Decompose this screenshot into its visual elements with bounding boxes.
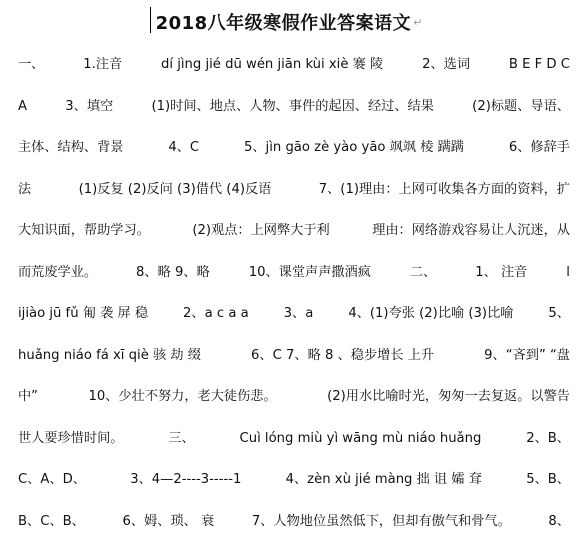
text-segment: (1)时间、地点、人物、事件的起因、经过、结果 — [151, 86, 433, 128]
text-segment: 3、4—2----3-----1 — [130, 459, 241, 501]
document-body — [0, 44, 578, 542]
text-line — [18, 252, 570, 294]
text-segment: 7、(1)理由：上网可收集各方面的资料，扩 — [319, 169, 570, 211]
text-segment: 6、修辞手 — [509, 127, 570, 169]
text-segment: 4、C — [168, 127, 199, 169]
text-segment: 一、 — [18, 44, 44, 86]
paragraph-mark-icon: ↵ — [413, 16, 422, 29]
title-row — [0, 0, 578, 44]
text-segment: 三、 — [168, 418, 194, 460]
text-segment: 10、少壮不努力，老大徒伤悲。 — [88, 376, 276, 418]
text-segment: (2)标题、导语、 — [472, 86, 570, 128]
text-segment: 世人要珍惜时间。 — [18, 418, 124, 460]
text-segment: 主体、结构、背景 — [18, 127, 124, 169]
text-segment: 6、C 7、略 8 、稳步增长 上升 — [251, 335, 434, 377]
text-line — [18, 376, 570, 418]
text-line — [18, 86, 570, 128]
text-line — [18, 418, 570, 460]
text-segment: 7、人物地位虽然低下，但却有傲气和骨气。 — [252, 501, 511, 542]
text-segment: dí jìng jié dū wén jiān kùi xiè 褰 陵 — [161, 44, 383, 86]
text-line — [18, 459, 570, 501]
text-segment: 5、 — [548, 293, 570, 335]
text-segment: 10、课堂声声撒酒疯 — [249, 252, 371, 294]
page-title: 2018八年级寒假作业答案语文 — [156, 9, 412, 35]
text-segment: 5、B、 — [526, 459, 570, 501]
text-segment: 3、填空 — [65, 86, 113, 128]
text-segment: 法 — [18, 169, 31, 211]
text-segment: (2)观点：上网弊大于利 — [192, 210, 329, 252]
text-segment: 大知识面，帮助学习。 — [18, 210, 150, 252]
text-segment: 1、 注音 — [475, 252, 527, 294]
text-segment: 6、姆、琐、 衰 — [123, 501, 215, 542]
text-line — [18, 335, 570, 377]
text-segment: Cuì lóng miù yì wāng mù niáo huǎng — [240, 418, 482, 460]
text-segment: 理由：网络游戏容易让人沉迷，从 — [372, 210, 570, 252]
text-segment: B E F D C — [509, 44, 570, 86]
text-segment: 3、a — [284, 293, 314, 335]
text-segment: (2)用水比喻时光，匆匆一去复返。以警告 — [327, 376, 570, 418]
text-segment: huǎng niáo fá xī qiè 骇 劫 缀 — [18, 335, 201, 377]
text-line — [18, 127, 570, 169]
text-line — [18, 44, 570, 86]
text-segment: 4、(1)夸张 (2)比喻 (3)比喻 — [348, 293, 513, 335]
text-segment: 1.注音 — [83, 44, 122, 86]
text-line — [18, 210, 570, 252]
text-segment: 而荒废学业。 — [18, 252, 97, 294]
text-line — [18, 169, 570, 211]
text-segment: A — [18, 86, 27, 128]
text-segment: B、C、B、 — [18, 501, 85, 542]
text-segment: 8、 — [548, 501, 570, 542]
text-line — [18, 293, 570, 335]
text-segment: 2、B、 — [526, 418, 570, 460]
text-segment: (1)反复 (2)反问 (3)借代 (4)反语 — [79, 169, 272, 211]
text-segment: 2、a c a a — [183, 293, 249, 335]
text-segment: l — [566, 252, 570, 294]
text-segment: 8、略 9、略 — [136, 252, 210, 294]
text-segment: 5、jìn gāo zè yào yāo 飒飒 棱 蹒蹒 — [244, 127, 464, 169]
text-segment: ijiào jū fǔ 匍 袭 屏 稳 — [18, 293, 148, 335]
text-segment: C、A、D、 — [18, 459, 86, 501]
text-segment: 中” — [18, 376, 38, 418]
text-segment: 2、选词 — [422, 44, 470, 86]
text-segment: 二、 — [410, 252, 436, 294]
text-segment: 4、zèn xù jié màng 拙 诅 孀 耷 — [286, 459, 482, 501]
text-cursor — [150, 7, 151, 33]
text-segment: 9、“吝到” “盘 — [484, 335, 570, 377]
